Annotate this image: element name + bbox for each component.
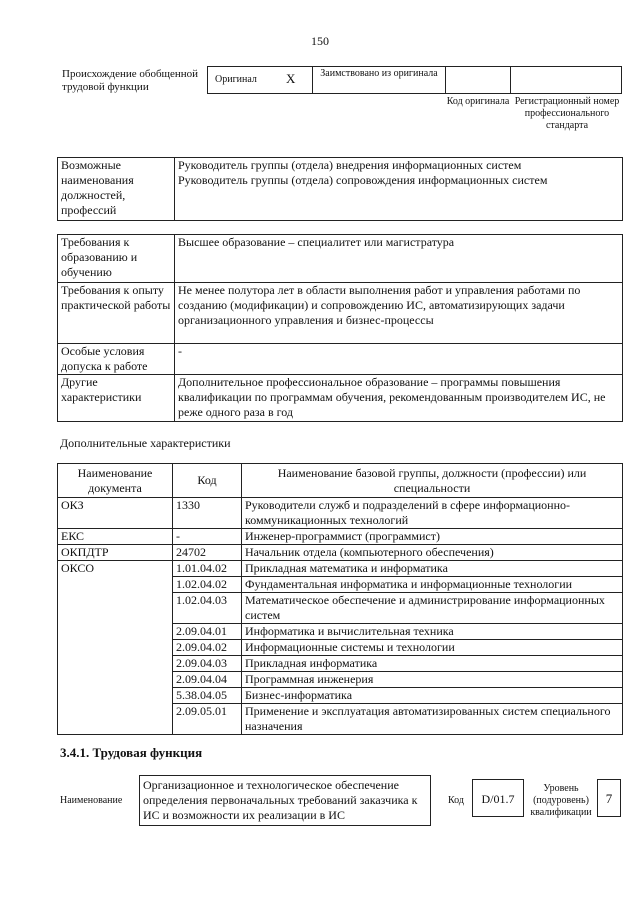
- original-mark: X: [286, 71, 296, 86]
- row-doc: ОКСО: [58, 561, 173, 735]
- function-level-value: 7: [605, 791, 613, 806]
- function-name-label: Наименование: [60, 795, 123, 806]
- function-code-label: Код: [448, 795, 464, 806]
- col-header-name: Наименование базовой группы, должности (профессии) или специальности: [242, 464, 623, 498]
- row-code: 2.09.04.04: [173, 672, 242, 688]
- req-label: Другие характеристики: [58, 375, 175, 422]
- row-name: Применение и эксплуатация автоматизированных систем специального назначения: [242, 704, 623, 735]
- function-name-box: [139, 775, 431, 826]
- position-item: Руководитель группы (отдела) сопровождения информационных систем: [178, 173, 548, 187]
- row-name: Прикладная информатика: [242, 656, 623, 672]
- col-header-code: Код: [173, 464, 242, 498]
- positions-values: [175, 158, 623, 221]
- row-name: Начальник отдела (компьютерного обеспечения): [242, 545, 623, 561]
- origin-code-cell: [445, 66, 511, 94]
- row-code: 1330: [173, 498, 242, 529]
- row-code: 1.01.04.02: [173, 561, 242, 577]
- origin-label: Происхождение обобщенной трудовой функции: [62, 68, 199, 93]
- row-code: 1.02.04.02: [173, 577, 242, 593]
- origin-borrowed-cell: [312, 66, 446, 94]
- row-doc: ЕКС: [58, 529, 173, 545]
- additional-table: [57, 463, 623, 735]
- row-name: Фундаментальная информатика и информационные технологии: [242, 577, 623, 593]
- function-level-box: [597, 779, 621, 817]
- req-value: Высшее образование – специалитет или магистратура: [175, 235, 623, 283]
- function-code-box: [472, 779, 524, 817]
- row-code: 1.02.04.03: [173, 593, 242, 624]
- req-value: Дополнительное профессиональное образование – программы повышения квалификации по программам обучения, рекомендованным производителем ИС, не реже одного раза в год: [175, 375, 623, 422]
- function-title: 3.4.1. Трудовая функция: [60, 745, 203, 760]
- row-name: Инженер-программист (программист): [242, 529, 623, 545]
- positions-label: Возможные наименования должностей, профессий: [58, 158, 175, 221]
- positions-table: [57, 157, 623, 221]
- row-doc: ОКПДТР: [58, 545, 173, 561]
- borrowed-label: Заимствовано из оригинала: [320, 68, 438, 79]
- row-name: Прикладная математика и информатика: [242, 561, 623, 577]
- row-name: Информатика и вычислительная техника: [242, 624, 623, 640]
- row-name: Руководители служб и подразделений в сфере информационно-коммуникационных технологий: [242, 498, 623, 529]
- origin-original-cell: [207, 66, 313, 94]
- row-doc: ОКЗ: [58, 498, 173, 529]
- code-caption: Код оригинала: [446, 96, 510, 107]
- row-code: -: [173, 529, 242, 545]
- row-name: Информационные системы и технологии: [242, 640, 623, 656]
- col-header-doc: Наименование документа: [58, 464, 173, 498]
- row-code: 2.09.05.01: [173, 704, 242, 735]
- function-level-label: Уровень (подуровень) квалификации: [530, 783, 592, 818]
- origin-reg-cell: [510, 66, 622, 94]
- additional-title: Дополнительные характеристики: [60, 436, 231, 450]
- req-label: Требования к опыту практической работы: [58, 283, 175, 344]
- reg-caption: Регистрационный номер профессионального стандарта: [514, 96, 620, 131]
- function-code-value: D/01.7: [481, 792, 515, 806]
- req-label: Особые условия допуска к работе: [58, 344, 175, 375]
- requirements-table: [57, 234, 623, 422]
- original-label: Оригинал: [215, 74, 257, 85]
- row-code: 2.09.04.02: [173, 640, 242, 656]
- req-label: Требования к образованию и обучению: [58, 235, 175, 283]
- row-name: Математическое обеспечение и администрирование информационных систем: [242, 593, 623, 624]
- row-name: Программная инженерия: [242, 672, 623, 688]
- row-code: 24702: [173, 545, 242, 561]
- page-number: 150: [311, 34, 329, 48]
- row-code: 2.09.04.03: [173, 656, 242, 672]
- req-value: Не менее полутора лет в области выполнения работ и управления работами по созданию (модификации) и сопровождению ИС, автоматизирующих задачи организационного управления и бизнес-процессы: [175, 283, 623, 344]
- req-value: -: [175, 344, 623, 375]
- row-name: Бизнес-информатика: [242, 688, 623, 704]
- function-name-value: Организационное и технологическое обеспечение определения первоначальных требований заказчика к ИС и возможности их реализации в ИС: [143, 778, 418, 822]
- row-code: 5.38.04.05: [173, 688, 242, 704]
- row-code: 2.09.04.01: [173, 624, 242, 640]
- position-item: Руководитель группы (отдела) внедрения информационных систем: [178, 158, 522, 172]
